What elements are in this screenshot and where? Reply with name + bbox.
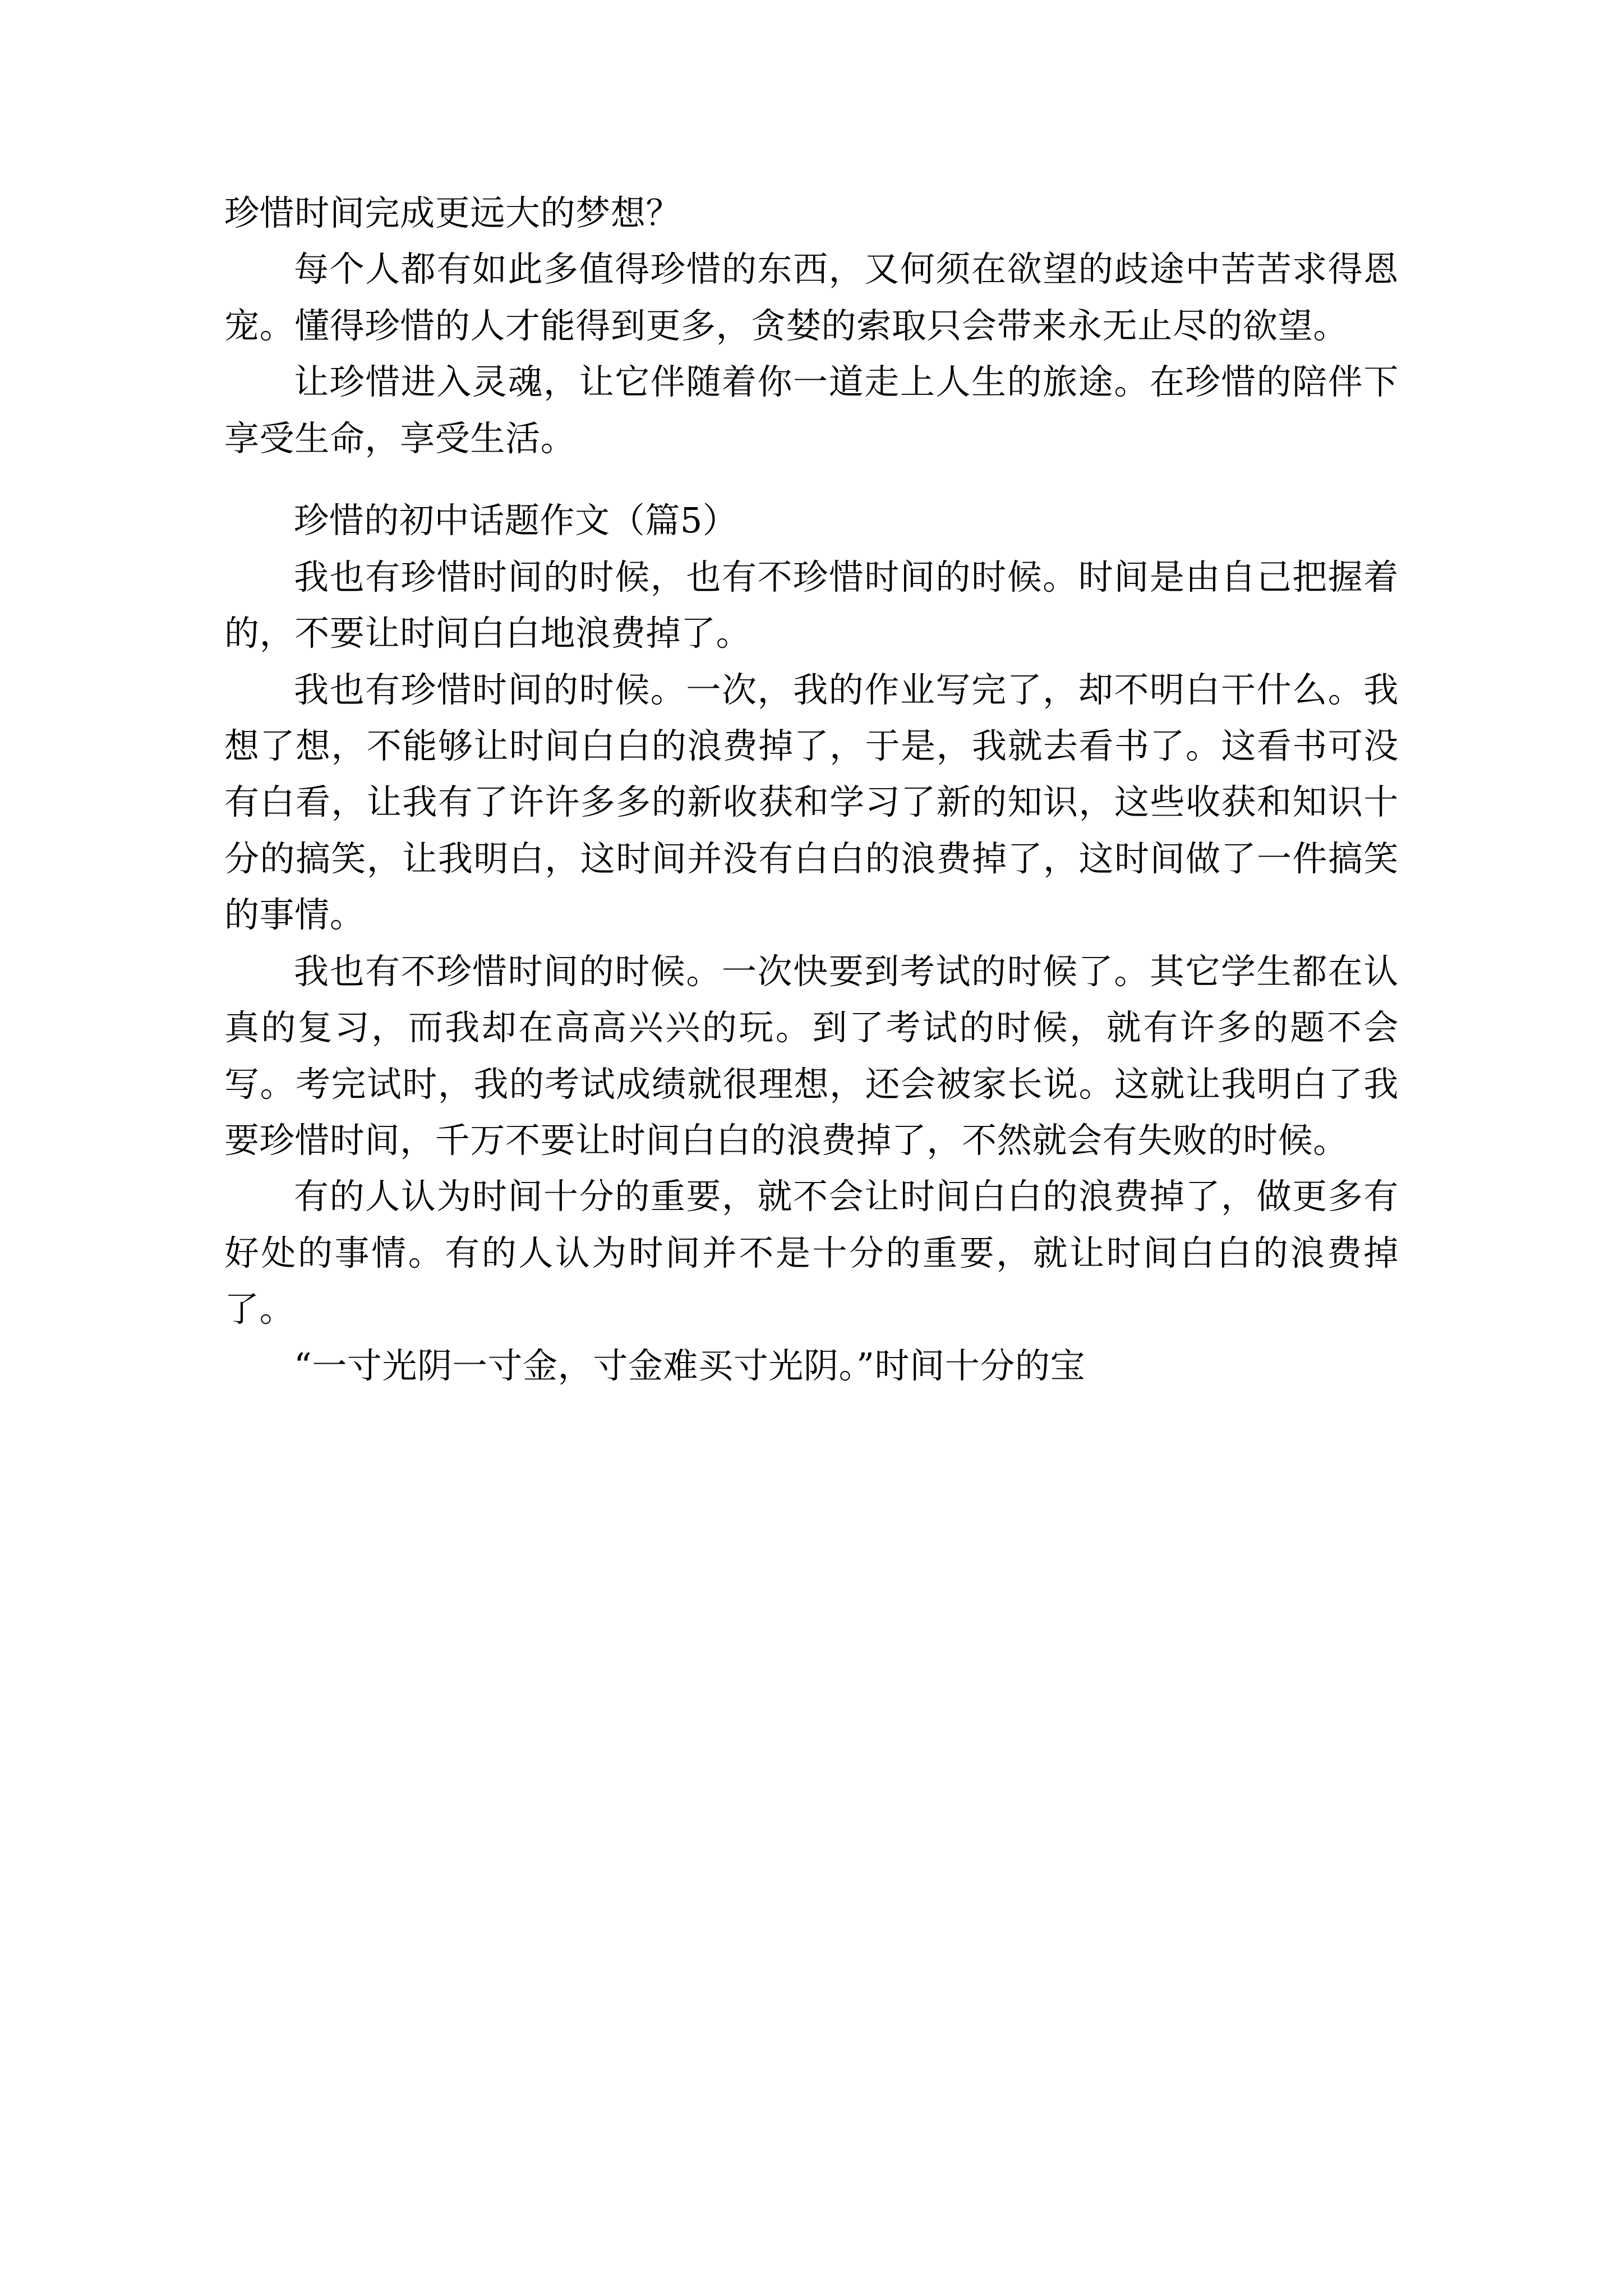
paragraph-time-self-control: 我也有珍惜时间的时候，也有不珍惜时间的时候。时间是由自己把握着的，不要让时间白白地浪费掉了。 xyxy=(224,556,1399,654)
paragraph-reading-books: 我也有珍惜时间的时候。一次，我的作业写完了，却不明白干什么。我想了想，不能够让时间白白的浪费掉了，于是，我就去看书了。这看书可没有白看，让我有了许许多多的新收获和学习了新的知识，这些收获和知识十分的搞笑，让我明白，这时间并没有白白的浪费掉了，这时间做了一件搞笑的事情。 xyxy=(224,669,1399,936)
paragraph-exam-experience: 我也有不珍惜时间的时候。一次快要到考试的时候了。其它学生都在认真的复习，而我却在高高兴兴的玩。到了考试的时候，就有许多的题不会写。考完试时，我的考试成绩就很理想，还会被家长说。这就让我明白了我要珍惜时间，千万不要让时间白白的浪费掉了，不然就会有失败的时候。 xyxy=(224,950,1399,1161)
paragraph-continuation: 珍惜时间完成更远大的梦想？ xyxy=(224,192,681,233)
section-heading-essay-5: 珍惜的初中话题作文（篇5） xyxy=(294,500,738,541)
paragraph-proverb-quote: “一寸光阴一寸金，寸金难买寸光阴。”时间十分的宝 xyxy=(294,1345,1086,1386)
paragraph-cherish-soul: 让珍惜进入灵魂，让它伴随着你一道走上人生的旅途。在珍惜的陪伴下享受生命，享受生活。 xyxy=(224,361,1399,459)
paragraph-cherish-desire: 每个人都有如此多值得珍惜的东西，又何须在欲望的歧途中苦苦求得恩宠。懂得珍惜的人才能得到更多，贪婪的索取只会带来永无止尽的欲望。 xyxy=(224,249,1399,346)
paragraph-people-views: 有的人认为时间十分的重要，就不会让时间白白的浪费掉了，做更多有好处的事情。有的人认为时间并不是十分的重要，就让时间白白的浪费掉了。 xyxy=(224,1176,1399,1330)
document-text-body xyxy=(224,185,1399,1394)
